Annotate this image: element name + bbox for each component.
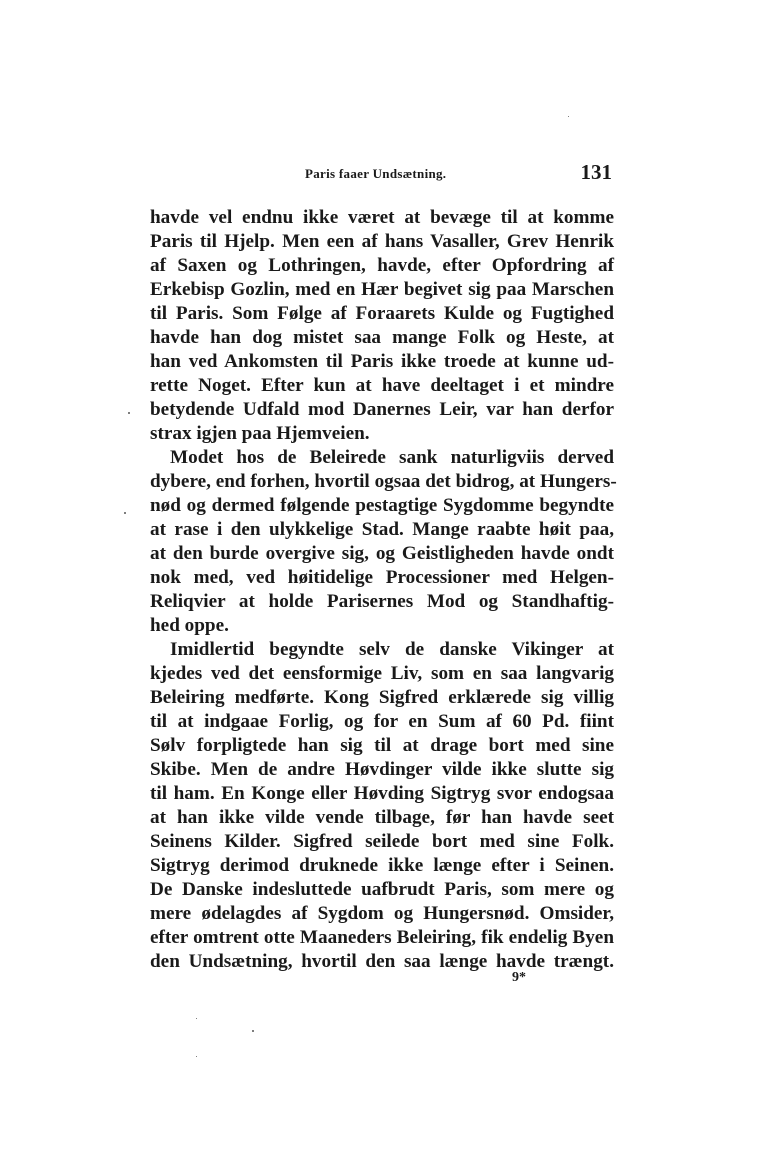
text-line: til Paris. Som Følge af Foraarets Kulde og Fugtighed bbox=[150, 303, 614, 324]
text-line: Skibe. Men de andre Høvdinger vilde ikke slutte sig bbox=[150, 759, 614, 780]
scan-speck bbox=[252, 1030, 254, 1032]
text-line: at han ikke vilde vende tilbage, før han havde seet bbox=[150, 807, 614, 828]
text-line: betydende Udfald mod Danernes Leir, var han derfor bbox=[150, 399, 614, 420]
text-line: Sigtryg derimod druknede ikke længe efter i Seinen. bbox=[150, 855, 614, 876]
running-title: Paris faaer Undsætning. bbox=[305, 166, 447, 181]
text-line: den Undsætning, hvortil den saa længe havde trængt. bbox=[150, 951, 614, 972]
scan-speck bbox=[128, 412, 130, 414]
text-line: han ved Ankomsten til Paris ikke troede at kunne ud- bbox=[150, 351, 614, 372]
text-line: til at indgaae Forlig, og for en Sum af 60 Pd. fiint bbox=[150, 711, 614, 732]
text-line: hed oppe. bbox=[150, 615, 229, 636]
text-line: Imidlertid begyndte selv de danske Vikinger at bbox=[170, 639, 614, 660]
text-line: til ham. En Konge eller Høvding Sigtryg svor endogsaa bbox=[150, 783, 614, 804]
running-head bbox=[150, 160, 614, 188]
scan-speck bbox=[568, 116, 569, 117]
text-line: Reliqvier at holde Parisernes Mod og Standhaftig- bbox=[150, 591, 614, 612]
text-line: havde han dog mistet saa mange Folk og Heste, at bbox=[150, 327, 614, 348]
text-line: af Saxen og Lothringen, havde, efter Opfordring af bbox=[150, 255, 614, 276]
text-line: kjedes ved det eensformige Liv, som en saa langvarig bbox=[150, 663, 614, 684]
text-line: Paris til Hjelp. Men een af hans Vasaller, Grev Henrik bbox=[150, 231, 614, 252]
text-line: at den burde overgive sig, og Geistligheden havde ondt bbox=[150, 543, 614, 564]
text-line: dybere, end forhen, hvortil ogsaa det bidrog, at Hungers- bbox=[150, 471, 617, 492]
text-line: Sølv forpligtede han sig til at drage bort med sine bbox=[150, 735, 614, 756]
text-line: havde vel endnu ikke været at bevæge til at komme bbox=[150, 207, 614, 228]
text-line: Modet hos de Beleirede sank naturligviis derved bbox=[170, 447, 614, 468]
text-line: nød og dermed følgende pestagtige Sygdomme begyndte bbox=[150, 495, 614, 516]
text-line: rette Noget. Efter kun at have deeltaget i et mindre bbox=[150, 375, 614, 396]
text-line: efter omtrent otte Maaneders Beleiring, fik endelig Byen bbox=[150, 927, 614, 948]
text-line: De Danske indesluttede uafbrudt Paris, som mere og bbox=[150, 879, 614, 900]
text-line: Seinens Kilder. Sigfred seilede bort med sine Folk. bbox=[150, 831, 614, 852]
text-line: at rase i den ulykkelige Stad. Mange raabte høit paa, bbox=[150, 519, 614, 540]
text-line: mere ødelagdes af Sygdom og Hungersnød. Omsider, bbox=[150, 903, 614, 924]
text-line: nok med, ved høitidelige Processioner med Helgen- bbox=[150, 567, 614, 588]
page-number: 131 bbox=[580, 160, 612, 184]
body-text bbox=[150, 206, 617, 974]
scan-speck bbox=[196, 1018, 197, 1019]
scan-speck bbox=[196, 1056, 197, 1057]
text-line: Beleiring medførte. Kong Sigfred erklærede sig villig bbox=[150, 687, 614, 708]
text-line: strax igjen paa Hjemveien. bbox=[150, 423, 370, 444]
scan-speck bbox=[124, 512, 126, 514]
signature-mark: 9* bbox=[512, 970, 526, 985]
text-line: Erkebisp Gozlin, med en Hær begivet sig paa Marschen bbox=[150, 279, 614, 300]
